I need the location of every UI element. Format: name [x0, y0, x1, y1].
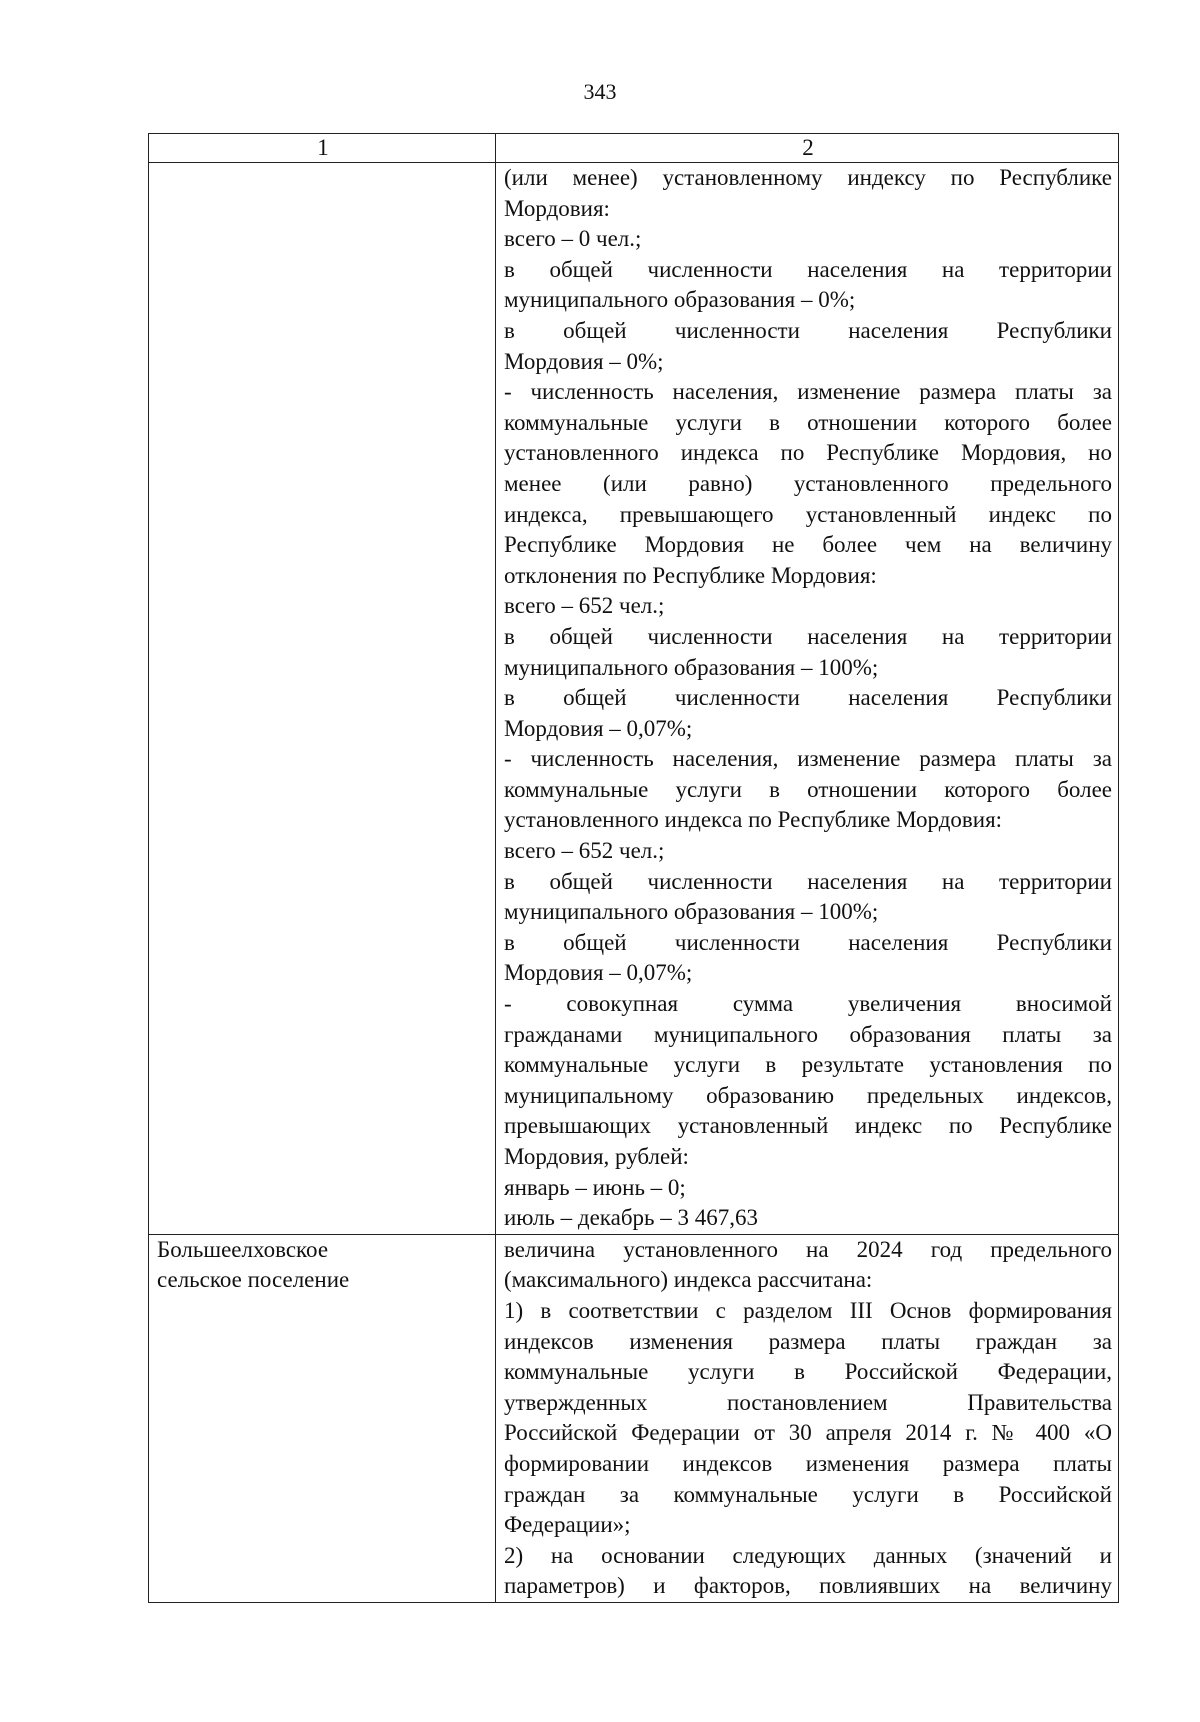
- description-line: граждан за коммунальные услуги в Российской: [504, 1481, 1112, 1507]
- description-line: величина установленного на 2024 год предельного: [504, 1236, 1112, 1262]
- description-line: в общей численности населения Республики: [504, 929, 1112, 955]
- description-line: - численность населения, изменение размера платы за: [504, 379, 1112, 405]
- description-line: Мордовия – 0,07%;: [504, 960, 693, 986]
- municipality-name-line: Большеелховское: [157, 1236, 329, 1262]
- description-line: Мордовия – 0%;: [504, 348, 664, 374]
- description-line: (максимального) индекса рассчитана:: [504, 1267, 873, 1293]
- municipality-cell: [149, 1234, 496, 1602]
- description-line: параметров) и факторов, повлиявших на величину: [504, 1573, 1112, 1599]
- description-line: всего – 652 чел.;: [504, 838, 665, 864]
- description-line: в общей численности населения на территории: [504, 256, 1112, 282]
- description-line: отклонения по Республике Мордовия:: [504, 562, 877, 588]
- description-line: формировании индексов изменения размера платы: [504, 1450, 1112, 1476]
- description-line: муниципального образования – 0%;: [504, 287, 856, 313]
- description-line: коммунальные услуги в отношении которого более: [504, 409, 1112, 435]
- description-line: утвержденных постановлением Правительства: [504, 1389, 1112, 1415]
- description-line: январь – июнь – 0;: [504, 1174, 686, 1200]
- column-header-1: 1: [149, 134, 496, 163]
- description-line: коммунальные услуги в отношении которого более: [504, 776, 1112, 802]
- description-line: индексов изменения размера платы граждан за: [504, 1328, 1112, 1354]
- description-line: в общей численности населения на территории: [504, 868, 1112, 894]
- description-line: муниципального образования – 100%;: [504, 899, 879, 925]
- description-line: июль – декабрь – 3 467,63: [504, 1205, 759, 1231]
- description-line: - численность населения, изменение размера платы за: [504, 746, 1112, 772]
- description-line: Мордовия – 0,07%;: [504, 715, 693, 741]
- table-row: [149, 1234, 1119, 1602]
- description-line: (или менее) установленному индексу по Республике: [504, 165, 1112, 190]
- description-line: Мордовия:: [504, 195, 610, 221]
- table-header-row: [149, 134, 1119, 163]
- description-line: установленного индекса по Республике Мордовия:: [504, 807, 1003, 833]
- description-line: 2) на основании следующих данных (значений и: [504, 1542, 1112, 1568]
- page-number: 343: [583, 79, 617, 104]
- description-line: муниципального образования – 100%;: [504, 654, 879, 680]
- description-line: индекса, превышающего установленный индекс по: [504, 501, 1112, 527]
- description-line: в общей численности населения Республики: [504, 685, 1112, 711]
- description-line: - совокупная сумма увеличения вносимой: [504, 991, 1112, 1017]
- table-row: [149, 163, 1119, 1235]
- description-line: муниципальному образованию предельных индексов,: [504, 1082, 1112, 1108]
- municipality-name-line: сельское поселение: [157, 1267, 350, 1293]
- description-line: 1) в соответствии с разделом III Основ формирования: [504, 1297, 1112, 1323]
- description-line: менее (или равно) установленного предельного: [504, 470, 1112, 496]
- table-body: [149, 163, 1119, 1603]
- description-line: в общей численности населения на территории: [504, 623, 1112, 649]
- description-line: гражданами муниципального образования платы за: [504, 1021, 1112, 1047]
- document-table: [148, 133, 1119, 1603]
- description-line: Республике Мордовия не более чем на величину: [504, 532, 1112, 558]
- description-line: превышающих установленный индекс по Республике: [504, 1113, 1112, 1139]
- description-line: всего – 0 чел.;: [504, 226, 642, 252]
- description-line: в общей численности населения Республики: [504, 317, 1112, 343]
- description-cell: [496, 1234, 1119, 1602]
- municipality-cell: [149, 163, 496, 1235]
- description-line: Федерации»;: [504, 1512, 631, 1538]
- description-cell: [496, 163, 1119, 1235]
- description-line: коммунальные услуги в Российской Федерации,: [504, 1359, 1112, 1385]
- description-line: Российской Федерации от 30 апреля 2014 г. № 400 «О: [504, 1420, 1112, 1446]
- description-line: Мордовия, рублей:: [504, 1144, 689, 1169]
- column-header-2: 2: [496, 134, 1119, 163]
- description-line: установленного индекса по Республике Мордовия, но: [504, 440, 1112, 466]
- description-line: всего – 652 чел.;: [504, 593, 665, 619]
- description-line: коммунальные услуги в результате установления по: [504, 1052, 1112, 1078]
